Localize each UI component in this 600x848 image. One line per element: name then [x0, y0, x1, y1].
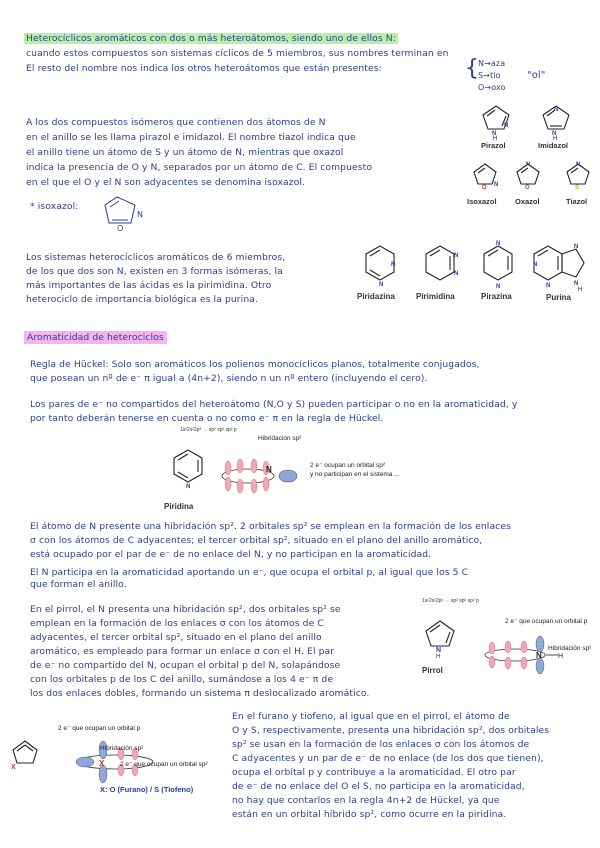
piridina-note1: 2 e⁻ ocupan un orbital sp²: [310, 462, 385, 469]
svg-text:N: N: [526, 162, 531, 168]
svg-text:N: N: [379, 282, 384, 288]
azoles-p1: A los dos compuestos isómeros que contienen dos átomos de N: [26, 117, 326, 128]
intro-heading: [24, 33, 398, 45]
pirrol-structure: [420, 616, 460, 658]
pirrol-line5: de e⁻ no compartido del N, ocupan el orbital p del N, solapándose: [30, 660, 341, 671]
furano-line4: C adyacentes y un par de e⁻ de no enlace (de los dos que tienen),: [232, 753, 544, 764]
svg-text:N: N: [492, 131, 497, 137]
pyr-line4: El N participa en la aromaticidad aportando un e⁻, que ocupa el orbital p, al igual que los 5 C: [30, 567, 469, 578]
svg-text:N: N: [533, 262, 538, 268]
svg-text:H: H: [578, 287, 583, 293]
svg-text:N: N: [552, 131, 557, 137]
pirrol-config: 1s²2s²2p³ → sp² sp² sp² p: [422, 598, 479, 604]
svg-text:N: N: [546, 283, 551, 289]
aroma-heading-text: Aromaticidad de heterociclos: [24, 331, 167, 344]
pirrol-hibridacion: Hibridación sp²: [548, 645, 592, 652]
piridina-hibridacion: Hibridación sp²: [258, 435, 302, 442]
isoxazol-handdrawn-structure: [95, 193, 155, 233]
svg-text:N: N: [576, 162, 581, 168]
intro-heading-text: Heterocíclicos aromáticos con dos o más heteroátomos, siendo uno de ellos N:: [26, 33, 396, 44]
furano-line2: O y S, respectivamente, presenta una hibridación sp², dos orbitales: [232, 725, 550, 736]
svg-text:H: H: [553, 136, 558, 142]
svg-text:O: O: [525, 185, 530, 191]
pirazina-structure: [478, 238, 522, 290]
six-p3: más importantes de las ácidas es la pirimidina. Otro: [26, 280, 272, 291]
tiazol-structure: [563, 160, 593, 190]
pirrol-line4: aromático, es empleado para formar un enlace σ con el H. El par: [30, 646, 335, 657]
aroma-heading: [24, 332, 167, 344]
svg-text:X: X: [11, 764, 16, 771]
tiazol-label: Tiazol: [566, 197, 588, 206]
svg-text:N: N: [496, 241, 501, 247]
pirazol-structure: [476, 102, 516, 140]
svg-text:H: H: [558, 653, 564, 660]
piridazina-label: Piridazina: [357, 292, 395, 301]
svg-text:N: N: [494, 182, 499, 188]
furano-orbital-diagram: [55, 728, 175, 783]
svg-text:O: O: [117, 224, 124, 233]
imidazol-structure: [536, 102, 576, 140]
huckel-line2: que posean un nº de e⁻ π igual a (4n+2), siendo n un nº entero (incluyendo el cero).: [30, 373, 428, 384]
oxazol-label: Oxazol: [515, 197, 540, 206]
pirimidina-structure: [420, 242, 464, 290]
pyr-line3: está ocupado por el par de e⁻ de no enlace del N, y no participan en la aromaticidad.: [30, 549, 432, 560]
pirimidina-label: Pirimidina: [416, 292, 455, 301]
furano-line8: están en un orbital híbrido sp², como ocurre en la piridina.: [232, 809, 507, 820]
pyr-line1: El átomo de N presente una hibridación sp². 2 orbitales sp² se emplean en la formación de los enlaces: [30, 521, 511, 532]
purina-label: Purina: [546, 293, 571, 302]
furano-note-sp2: 2 e⁻ que ocupan un orbital sp²: [120, 761, 208, 768]
isoxazol-note: * isoxazol:: [30, 201, 79, 212]
svg-text:N: N: [266, 465, 272, 474]
piridina-label: Piridina: [164, 502, 194, 511]
lonepair-line2: por tanto deberán tenerse en cuenta o no como e⁻ π en la regla de Hückel.: [30, 413, 384, 424]
furano-note-p: 2 e⁻ que ocupan un orbital p: [58, 725, 141, 732]
azoles-p2: en el anillo se les llama pirazol e imidazol. El nombre tiazol indica que: [26, 132, 356, 143]
pirrol-label: Pirrol: [422, 666, 443, 675]
intro-line2: El resto del nombre nos indica los otros heteroátomos que están presentes:: [26, 63, 382, 74]
pirazina-label: Pirazina: [481, 292, 512, 301]
isoxazol-label: Isoxazol: [467, 197, 497, 206]
oxazol-structure: [513, 160, 543, 190]
furano-line6: de e⁻ de no enlace del O el S, no participa en la aromaticidad,: [232, 781, 525, 792]
suffix-aza: N→aza: [478, 59, 506, 68]
svg-text:N: N: [186, 484, 191, 490]
azoles-p3: el anillo tiene un átomo de S y un átomo de N, mientras que oxazol: [26, 147, 344, 158]
svg-text:H: H: [493, 136, 498, 142]
piridina-orbital-diagram: [210, 436, 305, 496]
svg-text:N: N: [504, 123, 509, 129]
piridina-structure: [168, 446, 208, 488]
pirrol-line7: los dos enlaces dobles, formando un sistema π deslocalizado aromático.: [30, 688, 370, 699]
svg-text:N: N: [554, 107, 559, 113]
svg-text:N: N: [574, 281, 579, 287]
six-p1: Los sistemas heterocíclicos aromáticos de 6 miembros,: [26, 252, 286, 263]
svg-text:X: X: [99, 759, 105, 768]
piridina-note2: y no participan en el sistema ...: [310, 471, 400, 478]
svg-text:N: N: [454, 271, 459, 277]
piridina-config-top: 1s²2s²2p³ → sp² sp² sp² p: [180, 427, 237, 433]
isoxazol-structure: [470, 160, 500, 190]
pirazol-label: Pirazol: [481, 141, 506, 150]
svg-text:H: H: [436, 654, 441, 660]
furano-hibridacion: Hibridación sp²: [100, 745, 144, 752]
lonepair-line1: Los pares de e⁻ no compartidos del heteroátomo (N,O y S) pueden participar o no en la aromaticidad, y: [30, 399, 518, 410]
suffix-tio: S→tio: [478, 71, 501, 80]
purina-structure: [530, 238, 592, 292]
piridazina-structure: [360, 242, 404, 290]
ol-ending: "ol": [527, 70, 546, 81]
pirrol-line6: con los orbitales p de los C del anillo, sumándose a los 4 e⁻ π de: [30, 674, 334, 685]
intro-brace: {: [465, 56, 480, 81]
pirrol-line2: emplean en la formación de los enlaces σ con los átomos de C: [30, 618, 324, 629]
svg-text:N: N: [496, 284, 501, 290]
furano-tiofeno-label: X: O (Furano) / S (Tiofeno): [100, 785, 194, 794]
furano-structure: [8, 736, 42, 770]
svg-text:N: N: [454, 253, 459, 259]
svg-text:N: N: [436, 647, 442, 654]
svg-text:N: N: [536, 651, 542, 660]
imidazol-label: Imidazol: [538, 141, 569, 150]
six-p2: de los que dos son N, existen en 3 formas isómeras, la: [26, 266, 283, 277]
pyr-line5: que forman el anillo.: [30, 579, 127, 590]
furano-line3: sp² se usan en la formación de los enlaces σ con los átomos de: [232, 739, 530, 750]
furano-line7: no hay que contarlos en la regla 4n+2 de Hückel, ya que: [232, 795, 500, 806]
svg-text:N: N: [574, 244, 579, 250]
svg-text:N: N: [137, 210, 143, 219]
suffix-oxo: O→oxo: [478, 83, 506, 92]
pirrol-note: 2 e⁻ que ocupan un orbital p: [505, 618, 588, 625]
pyr-line2: σ con los átomos de C adyacentes; el tercer orbital sp², situado en el plano del anillo aromático,: [30, 535, 483, 546]
huckel-line1: Regla de Hückel: Solo son aromáticos los polienos monocíclicos planos, totalmente conjugados,: [30, 359, 480, 370]
furano-line5: ocupa el orbital p y contribuye a la aromaticidad. El otro par: [232, 767, 516, 778]
azoles-p4: indica la presencia de O y N, separados por un átomo de C. El compuesto: [26, 162, 373, 173]
six-p4: heterociclo de importancia biológica es la purina.: [26, 294, 259, 305]
svg-text:S: S: [575, 185, 580, 191]
furano-line1: En el furano y tiofeno, al igual que en el pirrol, el átomo de: [232, 711, 510, 722]
azoles-p5: en el que el O y el N son adyacentes se denomina isoxazol.: [26, 177, 306, 188]
svg-text:O: O: [482, 185, 487, 191]
pirrol-line1: En el pirrol, el N presenta una hibridación sp², dos orbitales sp² se: [30, 604, 341, 615]
intro-line1: cuando estos compuestos son sistemas cíclicos de 5 miembros, sus nombres terminan en: [26, 48, 449, 59]
pirrol-line3: adyacentes, el tercer orbital sp², situado en el plano del anillo: [30, 632, 322, 643]
svg-text:N: N: [391, 262, 396, 268]
